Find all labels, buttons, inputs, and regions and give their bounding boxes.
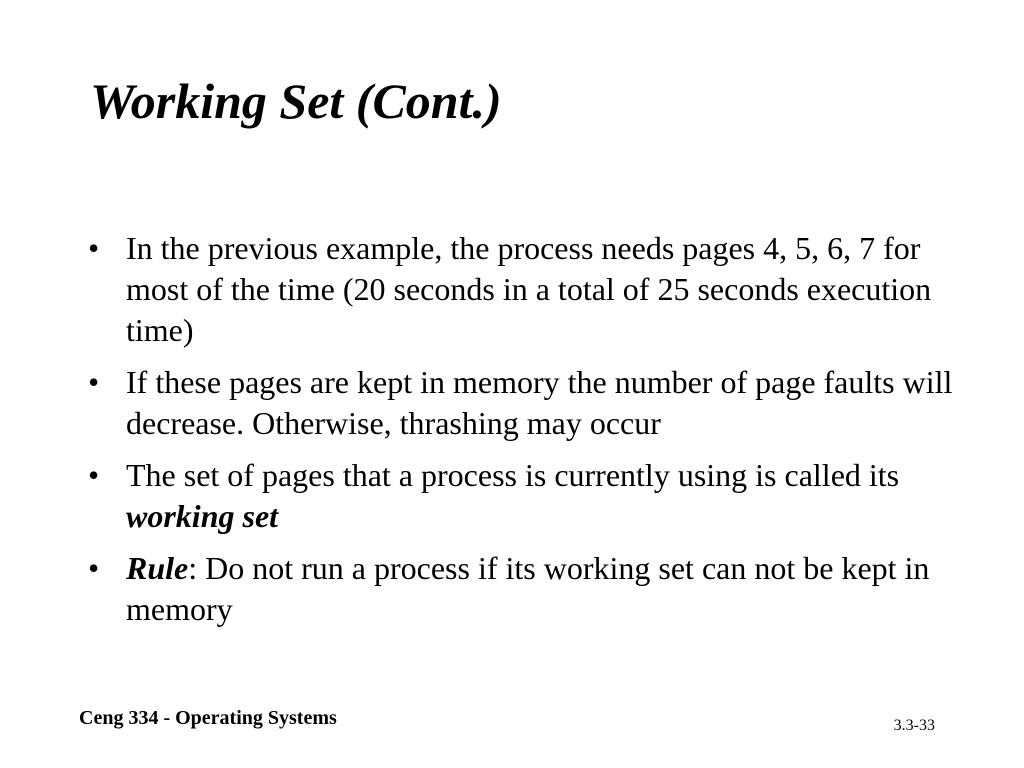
bullet-marker: • bbox=[88, 230, 100, 266]
footer-course-name: Ceng 334 - Operating Systems bbox=[79, 707, 337, 729]
emphasis-rule: Rule bbox=[126, 550, 189, 586]
bullet-text: The set of pages that a process is currently using is called its bbox=[126, 457, 900, 493]
emphasis-working-set: working set bbox=[126, 498, 279, 534]
bullet-text: In the previous example, the process needs pages 4, 5, 6, 7 for most of the time (20 seconds in a total of 25 seconds execution time) bbox=[126, 230, 932, 348]
slide-title: Working Set (Cont.) bbox=[90, 73, 502, 129]
bullet-marker: • bbox=[88, 364, 100, 400]
bullet-item-working-set-definition bbox=[86, 455, 966, 537]
bullet-list bbox=[86, 228, 966, 641]
bullet-text: : Do not run a process if its working set can not be kept in memory bbox=[126, 550, 930, 627]
bullet-marker: • bbox=[88, 550, 100, 586]
bullet-item-pages-in-memory bbox=[86, 362, 966, 444]
footer-page-number: 3.3-33 bbox=[893, 717, 935, 734]
bullet-text: If these pages are kept in memory the number of page faults will decrease. Otherwise, thrashing may occur bbox=[126, 364, 953, 441]
bullet-item-previous-example bbox=[86, 228, 966, 351]
bullet-item-rule bbox=[86, 548, 966, 630]
bullet-marker: • bbox=[88, 457, 100, 493]
